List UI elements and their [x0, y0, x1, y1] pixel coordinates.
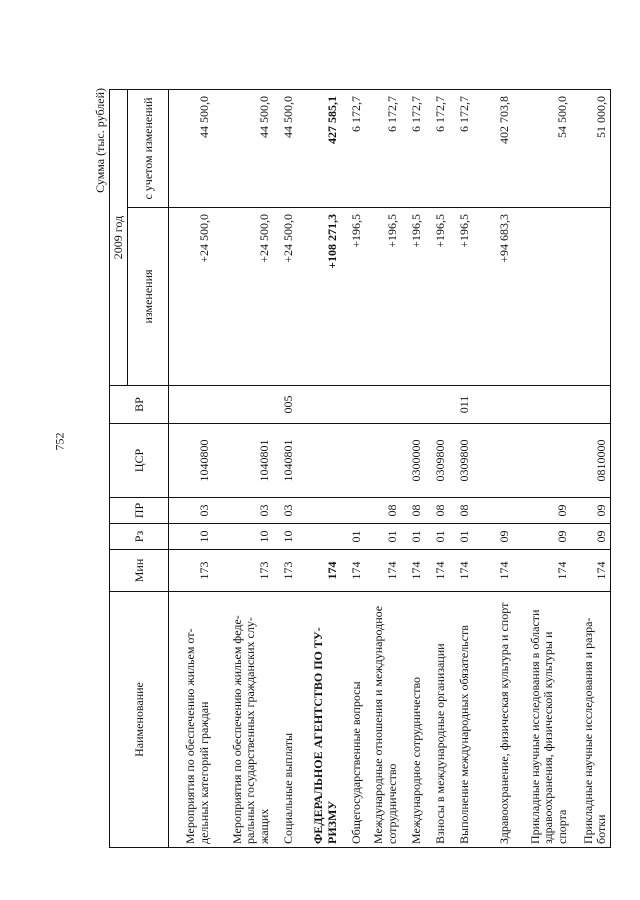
- row-csr: [297, 424, 341, 498]
- row-changes: +24 500,0: [213, 208, 273, 386]
- row-pr: [297, 498, 341, 524]
- row-name: Общегосударственные вопросы: [341, 592, 365, 848]
- row-name: Международные отношения и международное сотрудничество: [365, 592, 401, 848]
- row-changes: +196,5: [401, 208, 425, 386]
- row-total: 6 172,7: [365, 90, 401, 208]
- header-name: Наименование: [110, 592, 169, 848]
- amount-caption: Сумма (тыс. рублей): [93, 88, 107, 193]
- row-rz: 10: [273, 524, 297, 550]
- row-name: Прикладные научные исследования в области здравоохранения, физической культуры и спорта: [513, 592, 571, 848]
- table-row: [169, 90, 213, 848]
- row-total: 6 172,7: [425, 90, 449, 208]
- row-changes: +196,5: [365, 208, 401, 386]
- row-total: 427 585,1: [297, 90, 341, 208]
- header-csr: ЦСР: [110, 424, 169, 498]
- row-pr: 08: [425, 498, 449, 524]
- row-pr: 08: [365, 498, 401, 524]
- table-row: [473, 90, 513, 848]
- table-row: [273, 90, 297, 848]
- table-row: [297, 90, 341, 848]
- row-total: 44 500,0: [273, 90, 297, 208]
- row-rz: 01: [449, 524, 473, 550]
- row-csr: 0309800: [449, 424, 473, 498]
- row-vr: [365, 386, 401, 424]
- row-vr: 011: [449, 386, 473, 424]
- row-min: 174: [401, 550, 425, 592]
- row-min: 173: [213, 550, 273, 592]
- row-total: 44 500,0: [169, 90, 213, 208]
- row-csr: 0810000: [571, 424, 611, 498]
- row-name: Мероприятия по обеспечению жильем от-дельных категорий граждан: [169, 592, 213, 848]
- row-name: Взносы в международные организации: [425, 592, 449, 848]
- row-vr: [401, 386, 425, 424]
- row-min: 173: [273, 550, 297, 592]
- row-rz: 10: [169, 524, 213, 550]
- row-min: 174: [473, 550, 513, 592]
- row-vr: [213, 386, 273, 424]
- table-row: [449, 90, 473, 848]
- row-vr: [341, 386, 365, 424]
- table-row: [213, 90, 273, 848]
- row-min: 174: [297, 550, 341, 592]
- row-pr: 08: [449, 498, 473, 524]
- row-csr: 1040801: [213, 424, 273, 498]
- budget-table: [109, 89, 611, 848]
- row-vr: [571, 386, 611, 424]
- table-row: [571, 90, 611, 848]
- row-pr: 03: [213, 498, 273, 524]
- row-csr: 1040800: [169, 424, 213, 498]
- row-min: 174: [425, 550, 449, 592]
- row-changes: [513, 208, 571, 386]
- row-pr: [341, 498, 365, 524]
- row-total: 44 500,0: [213, 90, 273, 208]
- row-pr: 03: [273, 498, 297, 524]
- row-total: 6 172,7: [341, 90, 365, 208]
- row-name: Прикладные научные исследования и разра-ботки: [571, 592, 611, 848]
- row-csr: 0309800: [425, 424, 449, 498]
- row-changes: +108 271,3: [297, 208, 341, 386]
- row-changes: +24 500,0: [169, 208, 213, 386]
- row-min: 174: [449, 550, 473, 592]
- table-row: [401, 90, 425, 848]
- header-with-changes: с учетом изменений: [128, 90, 169, 208]
- header-changes: изменения: [128, 208, 169, 386]
- row-csr: [513, 424, 571, 498]
- row-changes: +94 683,3: [473, 208, 513, 386]
- row-name: Здравоохранение, физическая культура и спорт: [473, 592, 513, 848]
- row-total: 51 000,0: [571, 90, 611, 208]
- row-name: ФЕДЕРАЛЬНОЕ АГЕНТСТВО ПО ТУ-РИЗМУ: [297, 592, 341, 848]
- row-pr: 09: [513, 498, 571, 524]
- row-name: Выполнение международных обязательств: [449, 592, 473, 848]
- row-rz: 01: [401, 524, 425, 550]
- table-row: [365, 90, 401, 848]
- row-changes: +196,5: [425, 208, 449, 386]
- row-csr: 1040801: [273, 424, 297, 498]
- row-pr: 08: [401, 498, 425, 524]
- page-number: 752: [52, 432, 67, 451]
- row-min: 174: [365, 550, 401, 592]
- row-vr: [169, 386, 213, 424]
- row-name: Мероприятия по обеспечению жильем феде-ральных государственных гражданских слу-жащих: [213, 592, 273, 848]
- row-csr: [341, 424, 365, 498]
- row-csr: 0300000: [401, 424, 425, 498]
- row-min: 173: [169, 550, 213, 592]
- row-vr: [513, 386, 571, 424]
- header-min: Мин: [110, 550, 169, 592]
- row-rz: 01: [425, 524, 449, 550]
- row-vr: 005: [273, 386, 297, 424]
- row-changes: +24 500,0: [273, 208, 297, 386]
- row-pr: 03: [169, 498, 213, 524]
- row-name: Социальные выплаты: [273, 592, 297, 848]
- row-total: 54 500,0: [513, 90, 571, 208]
- row-changes: +196,5: [449, 208, 473, 386]
- header-vr: ВР: [110, 386, 169, 424]
- row-rz: 09: [513, 524, 571, 550]
- row-csr: [473, 424, 513, 498]
- row-total: 402 703,8: [473, 90, 513, 208]
- row-rz: 10: [213, 524, 273, 550]
- row-changes: [571, 208, 611, 386]
- row-total: 6 172,7: [449, 90, 473, 208]
- row-changes: +196,5: [341, 208, 365, 386]
- row-total: 6 172,7: [401, 90, 425, 208]
- row-rz: [297, 524, 341, 550]
- row-rz: 01: [365, 524, 401, 550]
- row-min: 174: [513, 550, 571, 592]
- row-min: 174: [341, 550, 365, 592]
- header-row-1: [110, 90, 128, 848]
- table-row: [341, 90, 365, 848]
- row-csr: [365, 424, 401, 498]
- table-row: [513, 90, 571, 848]
- row-rz: 09: [571, 524, 611, 550]
- row-vr: [425, 386, 449, 424]
- header-pr: ПР: [110, 498, 169, 524]
- row-vr: [473, 386, 513, 424]
- row-name: Международное сотрудничество: [401, 592, 425, 848]
- table-row: [425, 90, 449, 848]
- row-rz: 01: [341, 524, 365, 550]
- row-pr: [473, 498, 513, 524]
- row-pr: 09: [571, 498, 611, 524]
- rotated-page-content: [93, 88, 608, 848]
- row-rz: 09: [473, 524, 513, 550]
- header-rz: Рз: [110, 524, 169, 550]
- row-vr: [297, 386, 341, 424]
- header-year: 2009 год: [110, 90, 128, 386]
- row-min: 174: [571, 550, 611, 592]
